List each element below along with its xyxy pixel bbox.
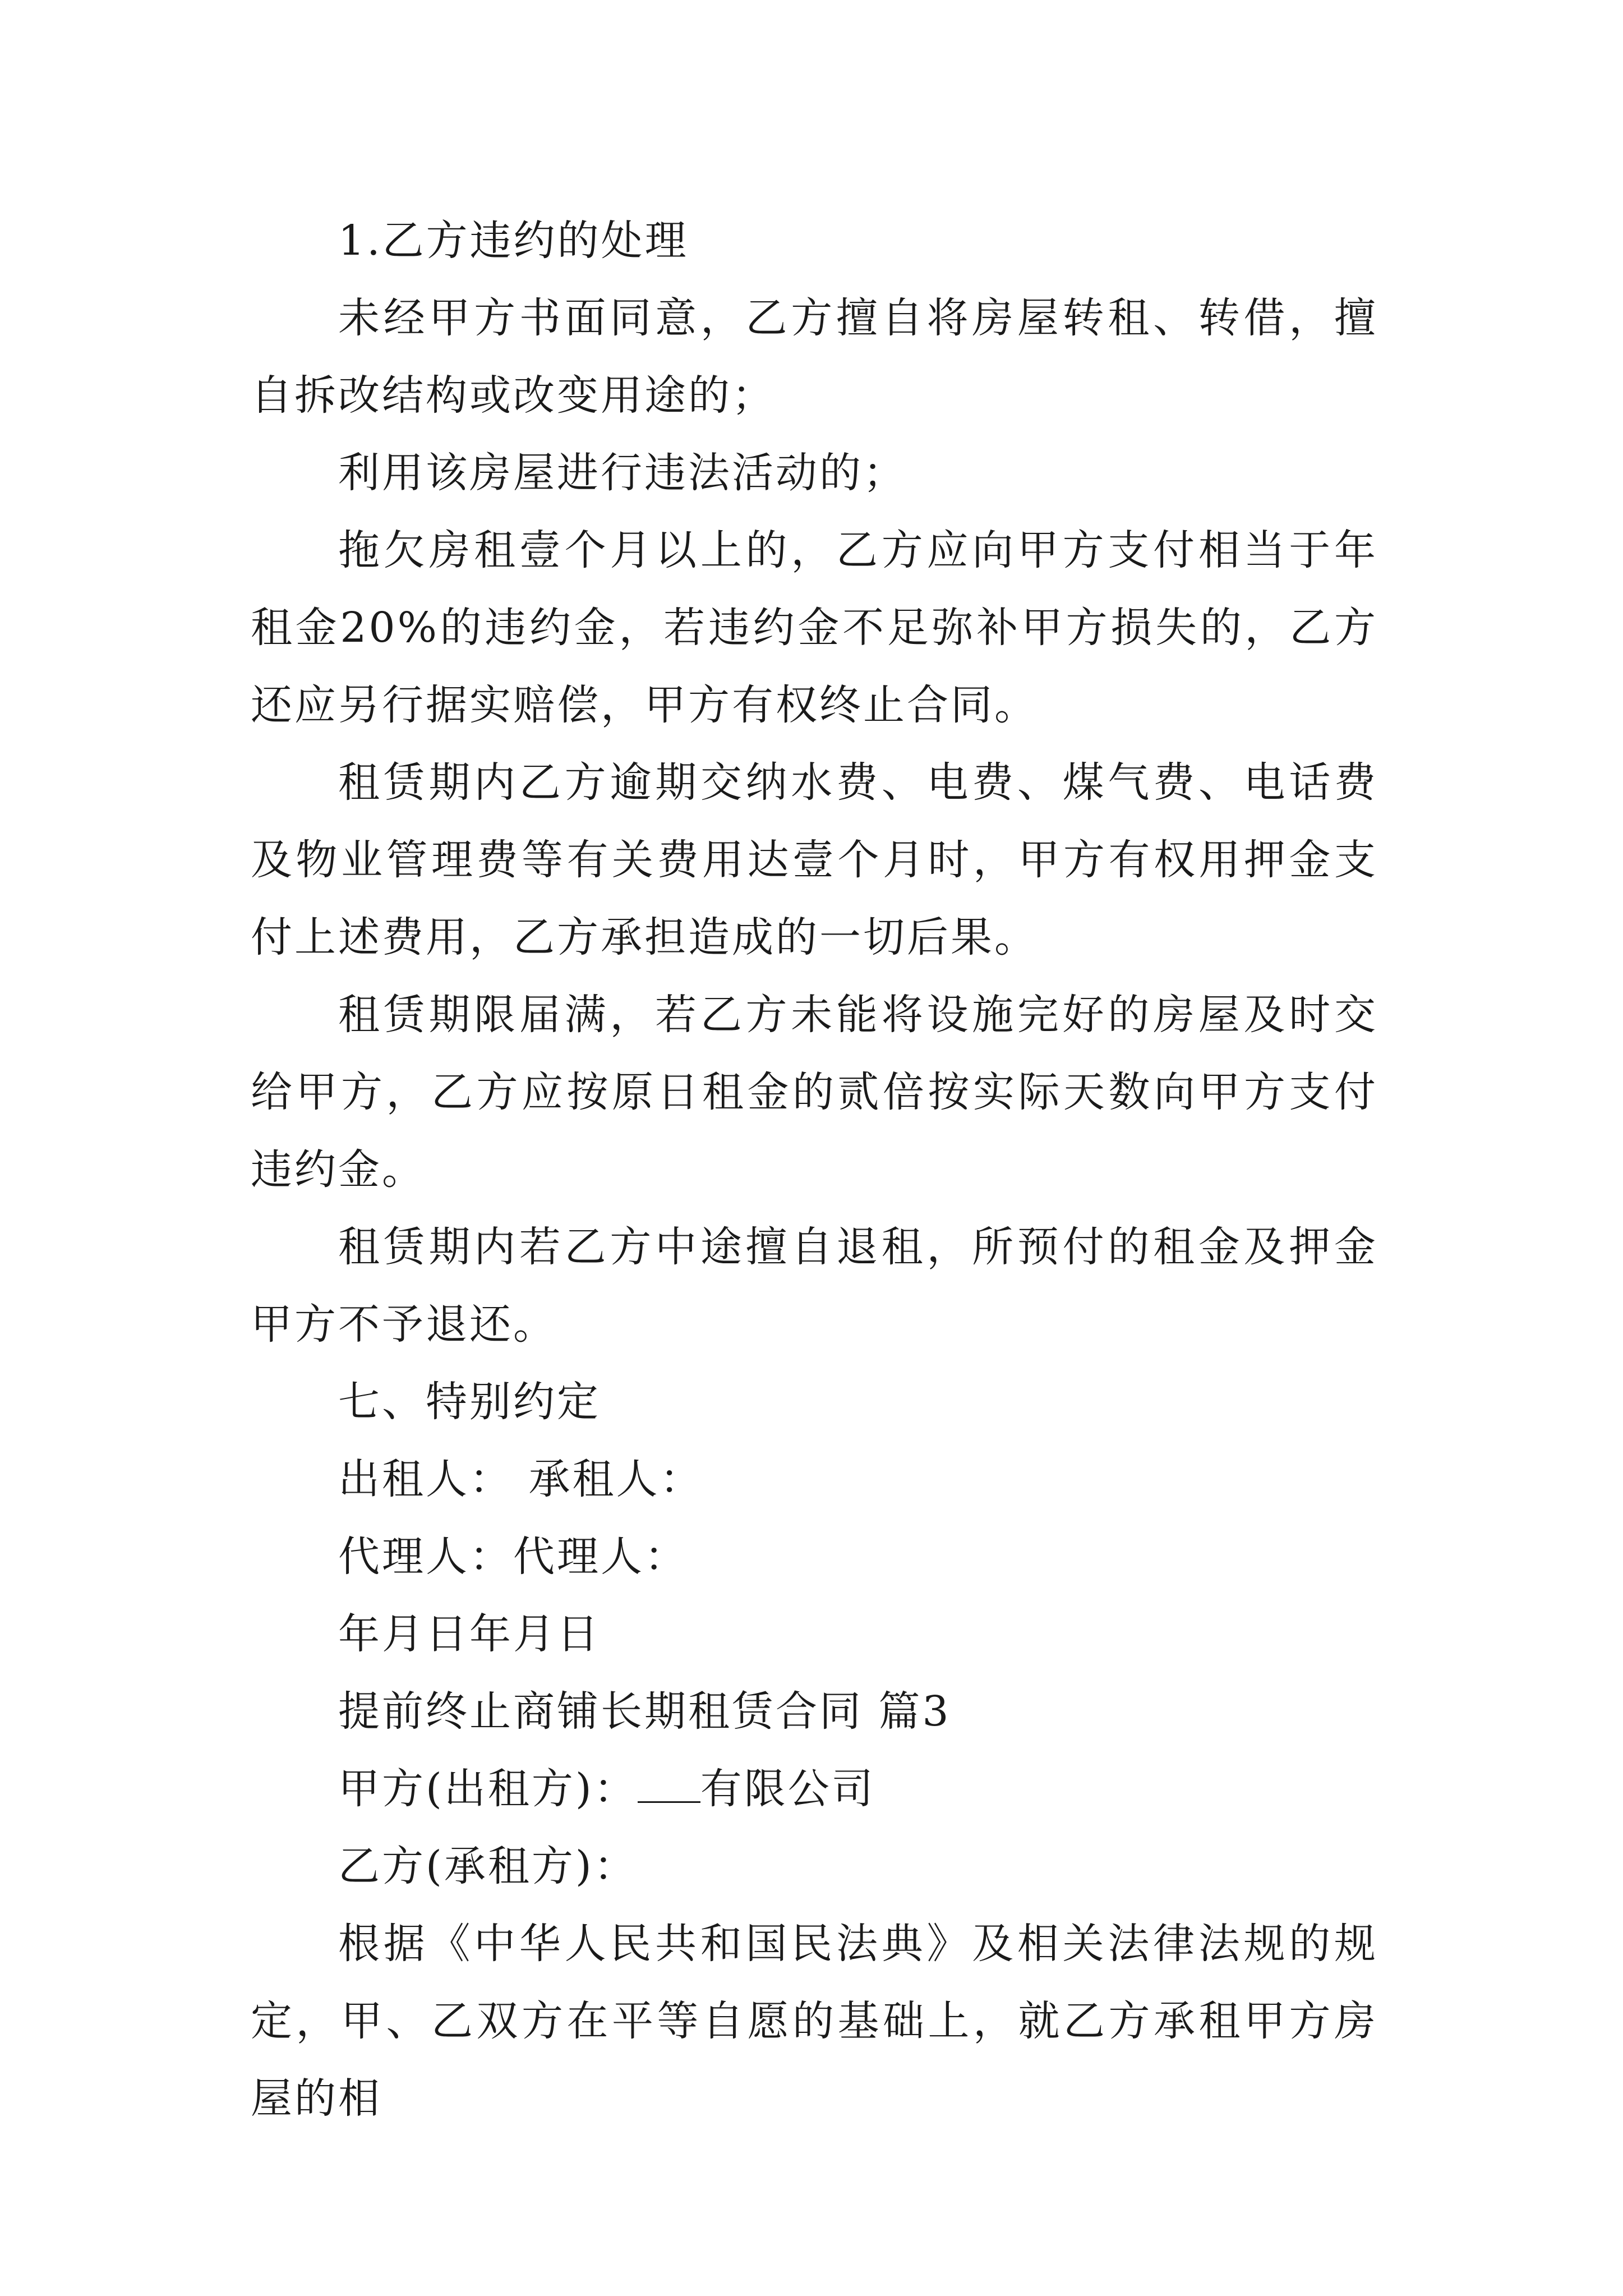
paragraph-illegal-use: 利用该房屋进行违法活动的； bbox=[338, 449, 907, 497]
party-b-line: 乙方(承租方)： bbox=[338, 1842, 638, 1890]
party-a-label: 甲方(出租方)： bbox=[338, 1765, 638, 1813]
party-a-blank bbox=[638, 1762, 700, 1803]
paragraph-utility-fees: 租赁期内乙方逾期交纳水费、电费、煤气费、电话费及物业管理费等有关费用达壹个月时，甲方有权用押金支付上述费用，乙方承担造成的一切后果。 bbox=[251, 758, 1378, 961]
document-body bbox=[251, 202, 1378, 2137]
paragraph-early-withdrawal: 租赁期内若乙方中途擅自退租，所预付的租金及押金甲方不予退还。 bbox=[251, 1223, 1378, 1349]
paragraph-lease-expiry: 租赁期限届满，若乙方未能将设施完好的房屋及时交给甲方，乙方应按原日租金的贰倍按实际天数向甲方支付违约金。 bbox=[251, 991, 1378, 1194]
section-heading-special: 七、特别约定 bbox=[338, 1378, 601, 1426]
signature-dates: 年月日年月日 bbox=[338, 1610, 601, 1658]
clause-heading-breach: 1.乙方违约的处理 bbox=[338, 217, 689, 265]
signature-lessor-lessee: 出租人： 承租人： bbox=[338, 1455, 704, 1503]
paragraph-rent-arrears: 拖欠房租壹个月以上的，乙方应向甲方支付相当于年租金20%的违约金，若违约金不足弥补甲方损失的，乙方还应另行据实赔偿，甲方有权终止合同。 bbox=[251, 526, 1378, 729]
party-a-line bbox=[251, 1750, 1378, 1828]
contract-title-part3: 提前终止商铺长期租赁合同 篇3 bbox=[338, 1687, 951, 1736]
paragraph-legal-basis: 根据《中华人民共和国民法典》及相关法律法规的规定，甲、乙双方在平等自愿的基础上，就乙方承租甲方房屋的相 bbox=[251, 1920, 1378, 2123]
signature-agents: 代理人：代理人： bbox=[338, 1533, 688, 1581]
paragraph-sublet: 未经甲方书面同意，乙方擅自将房屋转租、转借，擅自拆改结构或改变用途的； bbox=[251, 294, 1378, 420]
party-a-suffix: 有限公司 bbox=[700, 1765, 875, 1813]
